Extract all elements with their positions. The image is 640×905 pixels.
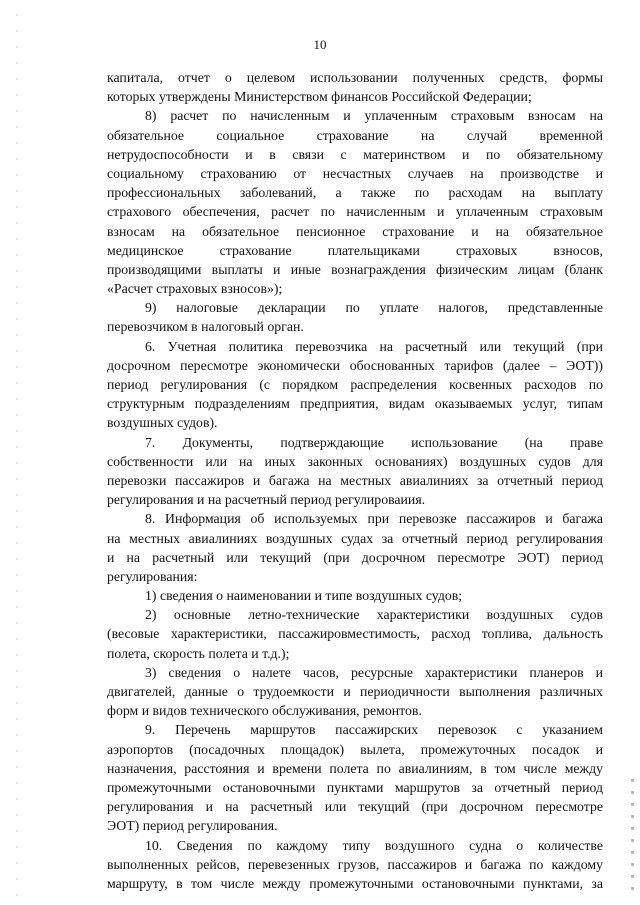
text-line: регулирования: [107,568,198,584]
text-line: 2) основные летно-технические характеристики воздушных судов [145,607,603,623]
text-line: перевозчиком в налоговый орган. [107,319,304,335]
text-line: страхового обеспечения, расчет по начисленным и уплаченным страховым [107,204,603,220]
left-margin-scan-marks [16,0,18,905]
text-line: форм и видов технического обслуживания, ремонтов. [107,703,422,719]
text-line: маршруту, в том числе между промежуточными остановочными пунктами, за [107,875,603,891]
text-line: 1) сведения о наименовании и типе воздушных судов; [145,588,463,604]
right-margin-scan-marks [631,770,634,890]
text-line: перевозки пассажиров и багажа на местных авиалиниях за отчетный период [107,472,603,488]
text-line: медицинское страхование плательщиками страховых взносов, [107,242,603,258]
text-line: ЭОТ) период регулирования. [107,818,278,834]
text-line: 6. Учетная политика перевозчика на расчетный или текущий (при [145,338,603,354]
text-line: которых утверждены Министерством финансов Российской Федерации; [107,89,532,105]
text-line: взносам на обязательное пенсионное страхование и на обязательное [107,223,603,239]
text-line: профессиональных заболеваний, а также по расходам на выплату [107,185,603,201]
text-line: 7. Документы, подтверждающие использование (на праве [145,434,603,450]
text-line: 8) расчет по начисленным и уплаченным страховым взносам на [145,108,603,124]
text-line: двигателей, данные о трудоемкости и периодичности выполнения различных [107,684,603,699]
text-line: назначения, расстояния и времени полета по авиалиниям, в том числе между [107,760,603,776]
text-line: промежуточными остановочными пунктами маршрутов за отчетный период [107,779,603,795]
text-line: структурным подразделениям предприятия, видам оказываемых услуг, типам [107,396,603,412]
text-line: полета, скорость полета и т.д.); [107,645,290,661]
text-line: 9. Перечень маршрутов пассажирских перевозок с указанием [145,722,603,738]
text-line: нетрудоспособности и в связи с материнством и по обязательному [107,146,603,162]
text-line: собственности или на иных законных основаниях) воздушных судов для [107,453,603,469]
text-line: 10. Сведения по каждому типу воздушного судна о количестве [145,837,603,853]
text-line: аэропортов (посадочных площадок) вылета, промежуточных посадок и [107,741,603,757]
text-line: период регулирования (с порядком распределения косвенных расходов по [107,377,603,392]
text-line: социальному страхованию от несчастных случаев на производстве и [107,165,603,181]
text-line: «Расчет страховых взносов»); [107,281,283,297]
text-line: регулирования и на расчетный или текущий (при досрочном пересмотре [107,799,603,815]
text-line: 8. Информация об используемых при перевозке пассажиров и багажа [145,511,603,527]
text-line: обязательное социальное страхование на случай временной [107,127,603,143]
text-line: 3) сведения о налете часов, ресурсные характеристики планеров и [145,664,603,680]
text-line: производящими выплаты и иные вознаграждения физическим лицам (бланк [107,261,603,277]
text-line: капитала, отчет о целевом использовании полученных средств, формы [107,70,603,85]
text-line: (весовые характеристики, пассажировместимость, расход топлива, дальность [107,626,603,642]
page-number: 10 [313,37,327,52]
text-line: воздушных судов). [107,415,218,431]
text-line: на местных авиалиниях воздушных судах за отчетный период регулирования [107,530,603,546]
text-line: выполненных рейсов, перевезенных грузов, пассажиров и багажа по каждому [107,856,603,872]
text-line: досрочном пересмотре экономически обоснованных тарифов (далее – ЭОТ)) [107,357,603,373]
document-body [107,68,603,893]
text-line: 9) налоговые декларации по уплате налогов, представленные [145,300,603,316]
text-line: регулирования и на расчетный период регулироваиия. [107,492,426,508]
text-line: и на расчетный или текущий (при досрочном пересмотре ЭОТ) период [107,549,603,565]
